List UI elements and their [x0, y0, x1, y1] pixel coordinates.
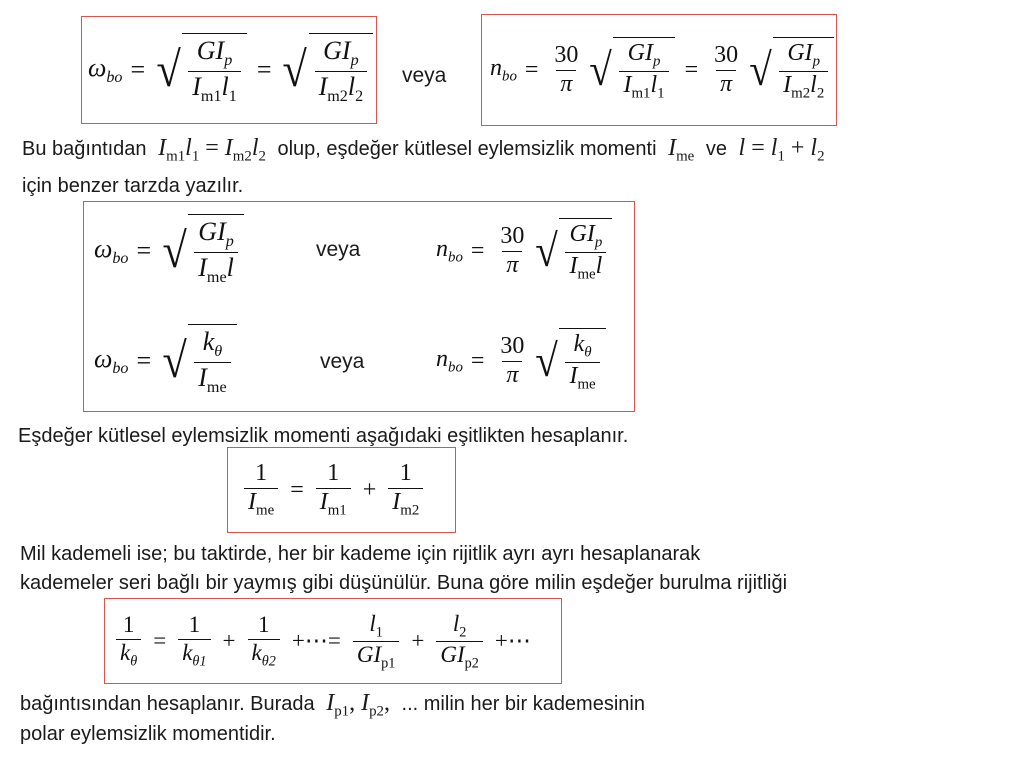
formula-omega-k: $\omega_{bo}$ = √ $\frac{k_\theta}{I_{me}}$ — [94, 320, 239, 402]
formula-omega-bo: $\omega_{bo}$ = √ $\frac{GI_p}{I_{m1}l_1}$ = √ $\frac{GI_p}{I_{m2}l_2}$ — [88, 24, 375, 116]
formula-inverse-ktheta: $\frac{1}{k_\theta}$ = $\frac{1}{k_{\theta 1}}$ + $\frac{1}{k_{\theta 2}}$ +⋯= $\frac{l_1}{GI_{p1}}$ + $\frac{l_2}{GI_{p2}}$ +⋯ — [112, 603, 539, 679]
paragraph-line-5: kademeler seri bağlı bir yaymış gibi düşünülür. Buna göre milin eşdeğer burulma rijitliği — [20, 572, 788, 594]
veya-label-2: veya — [316, 238, 361, 261]
formula-inverse-ime: $\frac{1}{I_{me}}$ = $\frac{1}{I_{m1}}$ + $\frac{1}{I_{m2}}$ — [240, 452, 427, 528]
formula-omega-me: $\omega_{bo}$ = √ $\frac{GI_p}{I_{me}l}$ — [94, 210, 246, 292]
paragraph-line-6: bağıntısından hesaplanır. Burada $I_{p1}$, $I_{p2}$, ... milin her bir kademesinin — [20, 690, 645, 720]
paragraph-line-4: Mil kademeli ise; bu taktirde, her bir kademe için rijitlik ayrı ayrı hesaplanarak — [20, 543, 701, 565]
veya-label-3: veya — [320, 350, 365, 373]
formula-n-me: $n_{bo}$ = $\frac{30}{\pi}$ √ $\frac{GI_p}{I_{me}l}$ — [436, 210, 614, 292]
formula-n-bo: $n_{bo}$ = $\frac{30}{\pi}$ √ $\frac{GI_p}{I_{m1}l_1}$ = $\frac{30}{\pi}$ √ $\frac{GI_p}{I_{m2}l_2}$ — [490, 24, 836, 116]
paragraph-line-3: Eşdeğer kütlesel eylemsizlik momenti aşağıdaki eşitlikten hesaplanır. — [18, 425, 629, 447]
formula-n-k: $n_{bo}$ = $\frac{30}{\pi}$ √ $\frac{k_\theta}{I_{me}}$ — [436, 320, 608, 402]
paragraph-line-1: Bu bağıntıdan $I_{m1}l_1 = I_{m2}l_2$ olup, eşdeğer kütlesel eylemsizlik momenti $I_{me}$ ve $l = l_1 + l_2$ — [22, 135, 825, 165]
veya-label: veya — [402, 64, 447, 87]
paragraph-line-2: için benzer tarzda yazılır. — [22, 175, 244, 197]
paragraph-line-7: polar eylemsizlik momentidir. — [20, 723, 276, 745]
